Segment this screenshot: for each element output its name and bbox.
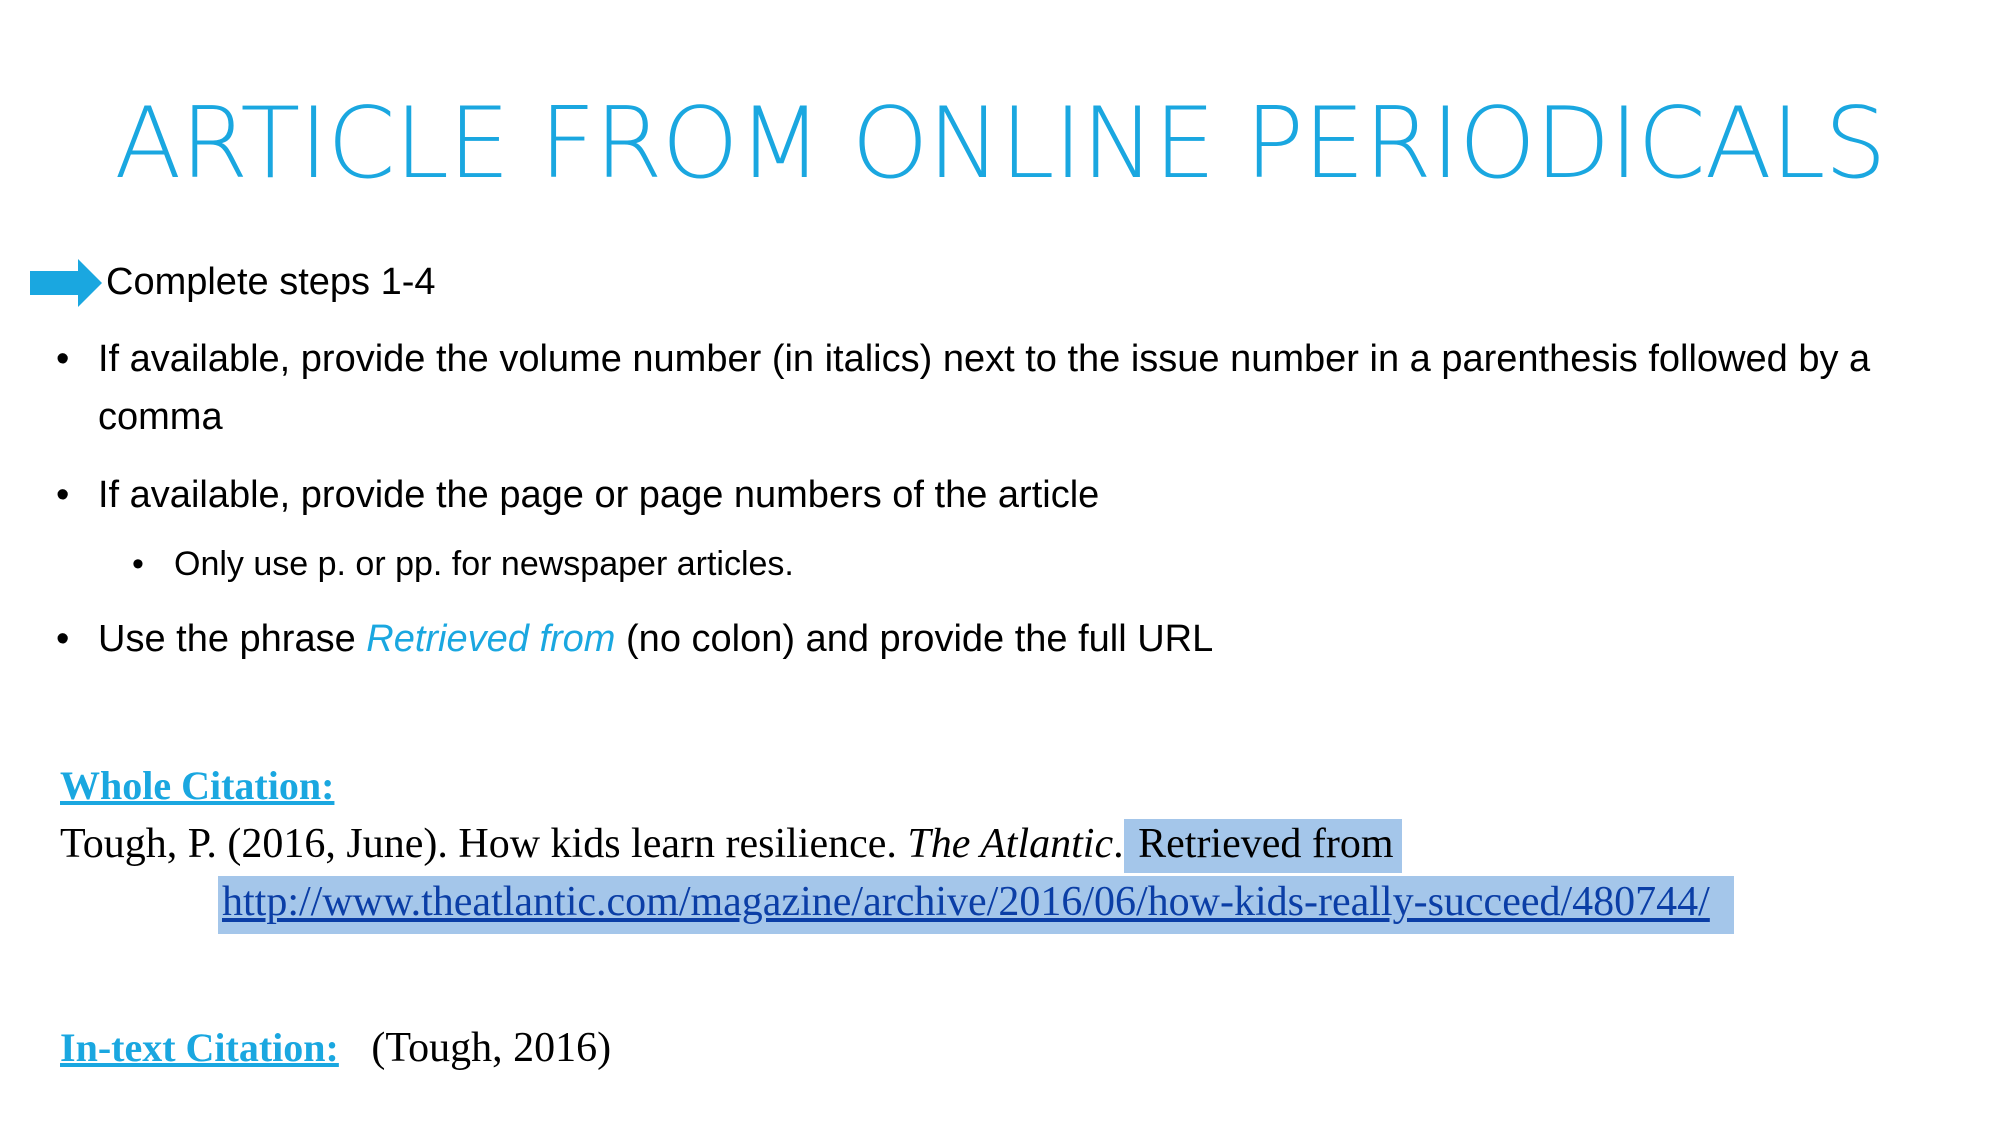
bullet-dot: •: [56, 338, 70, 380]
bullet-volume: [56, 330, 1936, 446]
bullet-text-post: (no colon) and provide the full URL: [615, 618, 1214, 660]
bullet-text-pre: Use the phrase: [98, 618, 367, 660]
bullet-text: Only use p. or pp. for newspaper articles.: [174, 545, 794, 583]
right-arrow-icon: [28, 257, 104, 309]
intext-citation-heading: In-text Citation:: [60, 1025, 339, 1070]
citation-url-line: [218, 876, 1734, 934]
citation-author-title: Tough, P. (2016, June). How kids learn resilience.: [60, 821, 908, 867]
whole-citation-text: [60, 820, 1402, 868]
citation-retrieved-from: Retrieved from: [1124, 819, 1402, 873]
step-line: [28, 255, 436, 310]
citation-journal: The Atlantic: [907, 821, 1114, 867]
whole-citation-heading: Whole Citation:: [60, 763, 335, 808]
retrieved-from-phrase: Retrieved from: [366, 618, 616, 660]
bullet-pages: [56, 466, 1936, 524]
intext-citation-text: (Tough, 2016): [371, 1025, 612, 1071]
bullet-text: If available, provide the page or page numbers of the article: [98, 474, 1100, 516]
bullet-dot: •: [56, 474, 70, 516]
bullet-list: [56, 330, 1936, 688]
bullet-text: If available, provide the volume number (in italics) next to the issue number in a parenthesis followed by a comma: [98, 338, 1871, 438]
citation-url-link[interactable]: http://www.theatlantic.com/magazine/archive/2016/06/how-kids-really-succeed/480744/: [222, 879, 1710, 925]
intext-citation-section: [60, 1024, 611, 1072]
whole-citation-section: [60, 762, 334, 809]
step-line-text: Complete steps 1-4: [106, 261, 436, 303]
citation-period: .: [1113, 821, 1124, 867]
sub-bullet-newspaper: [132, 538, 1936, 590]
bullet-dot: •: [56, 618, 70, 660]
bullet-retrieved: [56, 610, 1936, 668]
bullet-dot: •: [132, 545, 144, 583]
slide-title: ARTICLE FROM ONLINE PERIODICALS: [114, 87, 1886, 201]
